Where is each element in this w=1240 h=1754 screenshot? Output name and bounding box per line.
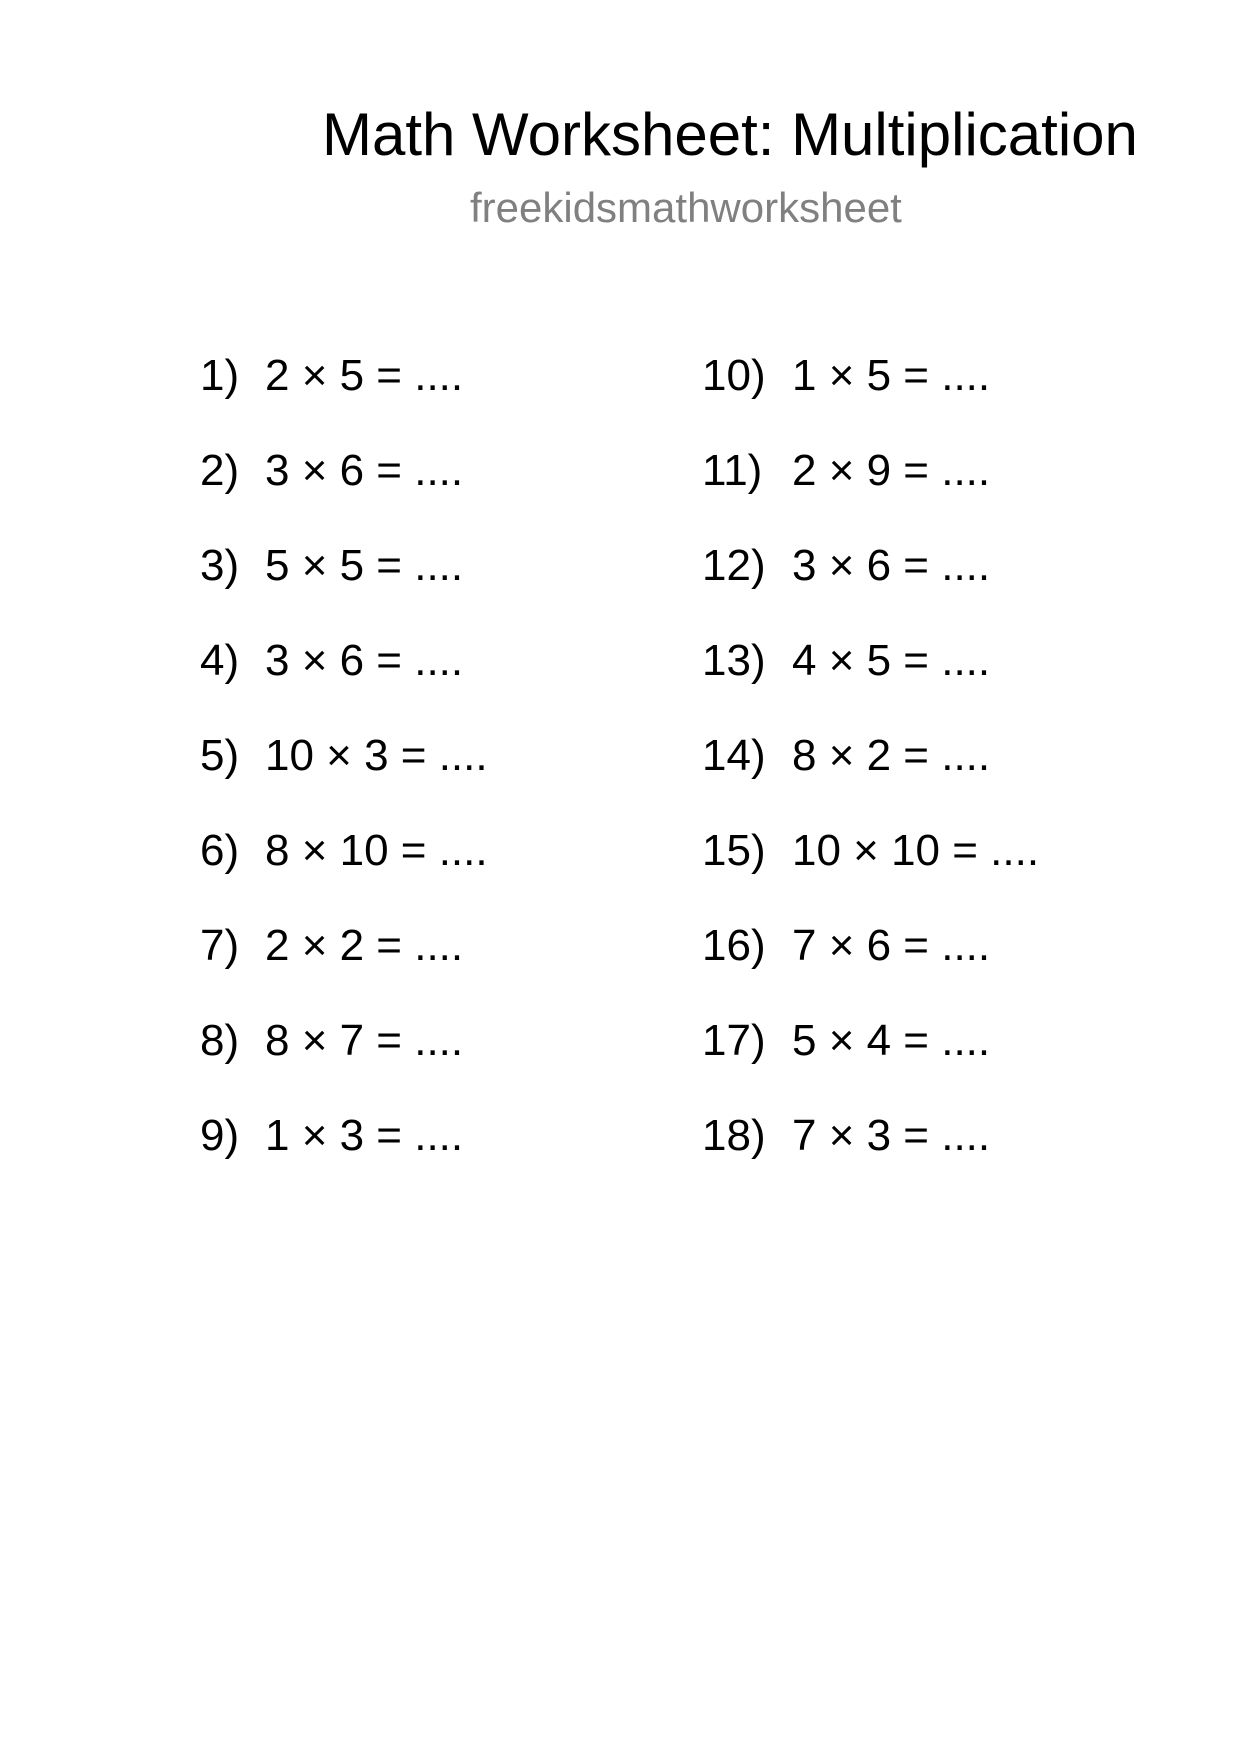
problem-expression: 1 × 3 = .... <box>265 1111 464 1160</box>
problem-item <box>702 1015 990 1067</box>
problem-expression: 10 × 10 = .... <box>792 826 1040 875</box>
problem-item <box>702 730 990 782</box>
problem-number: 5) <box>200 731 240 780</box>
page-title: Math Worksheet: Multiplication <box>322 101 1138 168</box>
problem-number: 17) <box>702 1016 766 1065</box>
problem-item <box>200 730 488 782</box>
problem-item <box>702 350 990 402</box>
page-subtitle: freekidsmathworksheet <box>470 184 902 231</box>
problem-number: 16) <box>702 921 766 970</box>
problem-number: 3) <box>200 541 240 590</box>
problem-item <box>200 1015 463 1067</box>
problem-number: 8) <box>200 1016 240 1065</box>
problem-item <box>702 635 990 687</box>
problem-item <box>200 540 463 592</box>
problem-number: 18) <box>702 1111 766 1160</box>
problem-expression: 2 × 5 = .... <box>265 351 464 400</box>
problem-number: 11) <box>702 446 763 495</box>
problem-item <box>200 350 463 402</box>
problem-item <box>200 1110 463 1162</box>
problem-item <box>200 920 463 972</box>
problem-expression: 8 × 10 = .... <box>265 826 488 875</box>
problem-expression: 5 × 4 = .... <box>792 1016 991 1065</box>
problem-expression: 10 × 3 = .... <box>265 731 488 780</box>
problem-expression: 3 × 6 = .... <box>265 446 464 495</box>
problem-item <box>200 825 488 877</box>
problem-item <box>702 1110 990 1162</box>
problem-number: 1) <box>200 351 240 400</box>
problem-item <box>702 445 990 497</box>
problem-number: 9) <box>200 1111 240 1160</box>
problem-expression: 7 × 3 = .... <box>792 1111 991 1160</box>
problem-number: 4) <box>200 636 240 685</box>
problem-item <box>200 445 463 497</box>
problem-expression: 2 × 2 = .... <box>265 921 464 970</box>
problem-expression: 3 × 6 = .... <box>265 636 464 685</box>
problem-expression: 2 × 9 = .... <box>792 446 991 495</box>
problem-expression: 7 × 6 = .... <box>792 921 991 970</box>
problem-number: 15) <box>702 826 766 875</box>
problem-number: 13) <box>702 636 766 685</box>
problem-item <box>702 920 990 972</box>
problem-expression: 3 × 6 = .... <box>792 541 991 590</box>
problem-number: 14) <box>702 731 766 780</box>
problem-expression: 8 × 7 = .... <box>265 1016 464 1065</box>
problem-number: 6) <box>200 826 240 875</box>
problem-expression: 1 × 5 = .... <box>792 351 991 400</box>
problem-expression: 8 × 2 = .... <box>792 731 991 780</box>
problem-item <box>702 540 990 592</box>
problem-number: 12) <box>702 541 766 590</box>
problem-expression: 4 × 5 = .... <box>792 636 991 685</box>
problem-item <box>702 825 1039 877</box>
problem-expression: 5 × 5 = .... <box>265 541 464 590</box>
problem-number: 10) <box>702 351 766 400</box>
problem-number: 7) <box>200 921 240 970</box>
problem-number: 2) <box>200 446 240 495</box>
problem-item <box>200 635 463 687</box>
